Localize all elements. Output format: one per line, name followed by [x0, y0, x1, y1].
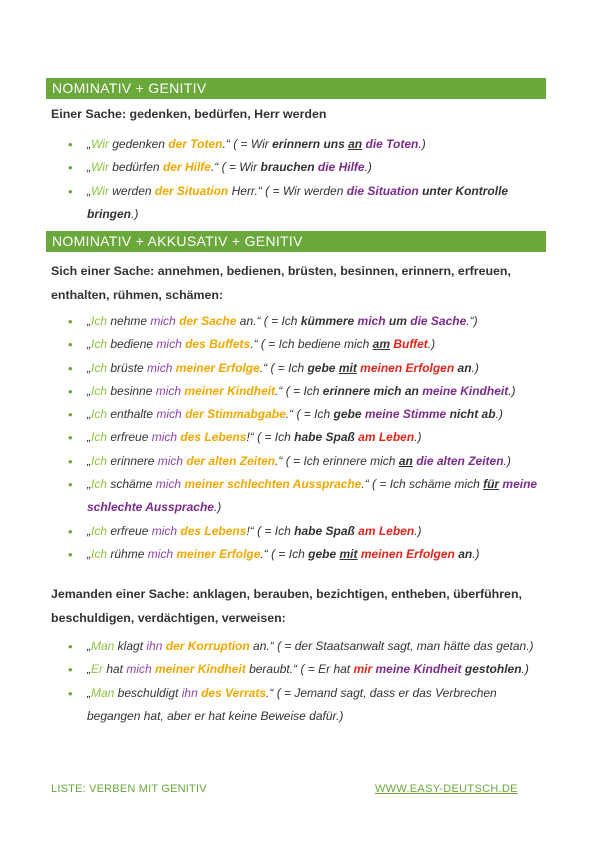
- verb: brüste: [107, 360, 148, 375]
- accusative-object: mich: [156, 407, 182, 422]
- subject-pronoun: Ich: [91, 407, 108, 422]
- example-sentence: [87, 403, 547, 426]
- sentence-end: .“: [260, 546, 268, 561]
- subject-pronoun: Man: [91, 685, 115, 700]
- explanation-text: ( = Ich: [253, 430, 295, 445]
- example-list: [87, 635, 547, 728]
- verb: erinnere: [107, 453, 158, 468]
- footer-title: LISTE: VERBEN MIT GENITIV: [51, 783, 207, 795]
- open-quote: „: [87, 639, 91, 653]
- explanation-underline: für: [483, 477, 500, 492]
- sentence-end: .“: [222, 137, 230, 151]
- subject-pronoun: Ich: [91, 546, 108, 561]
- accusative-object: mich: [157, 453, 184, 468]
- example-list: [87, 310, 547, 566]
- sentence-end: beraubt.“: [245, 662, 298, 677]
- explanation-bold: erinnere mich an: [322, 383, 419, 398]
- example-sentence: [87, 473, 547, 520]
- explanation-text: ( = Er hat: [297, 662, 354, 677]
- verb: schäme: [107, 477, 156, 492]
- explanation-underline: mit: [339, 546, 358, 561]
- subject-pronoun: Wir: [91, 160, 109, 175]
- explanation-text: ( = Ich: [282, 383, 323, 398]
- genitive-object: des Buffets: [185, 337, 251, 352]
- explanation-bold: gestohlen: [464, 662, 522, 677]
- open-quote: „: [87, 360, 91, 375]
- sentence-end: Herr.“: [228, 183, 262, 198]
- explanation-underline: mit: [338, 360, 357, 375]
- genitive-object: meiner Kindheit: [184, 383, 276, 398]
- section-heading: Einer Sache: gedenken, bedürfen, Herr werden: [51, 107, 327, 121]
- explanation-bold: an: [458, 546, 473, 561]
- verb: klagt: [114, 639, 147, 653]
- accusative-object: mich: [147, 546, 174, 561]
- verb: hat: [103, 662, 127, 677]
- verb: gedenken: [108, 137, 169, 151]
- genitive-object: der alten Zeiten: [186, 453, 276, 468]
- explanation-text: .): [495, 407, 503, 422]
- sentence-end: .“: [266, 685, 274, 700]
- open-quote: „: [87, 160, 91, 175]
- explanation-text: ( = Wir: [218, 160, 261, 175]
- explanation-purple: die alten Zeiten: [416, 453, 504, 468]
- open-quote: „: [87, 546, 91, 561]
- subject-pronoun: Ich: [91, 523, 108, 538]
- verb: enthalte: [107, 407, 157, 422]
- example-sentence: [87, 333, 547, 356]
- explanation-purple: meine schlechte Aussprache: [87, 477, 538, 515]
- example-sentence: [87, 380, 547, 403]
- explanation-bold: habe Spaß: [294, 523, 355, 538]
- explanation-text: ( = Wir: [229, 137, 273, 151]
- example-sentence: [87, 543, 547, 566]
- explanation-text: ( = Ich: [293, 407, 334, 422]
- subject-pronoun: Er: [91, 662, 103, 677]
- explanation-bold: gebe: [307, 360, 336, 375]
- explanation-text: ( = Ich: [267, 360, 308, 375]
- explanation-bold: kümmere: [300, 314, 355, 328]
- open-quote: „: [87, 430, 91, 445]
- accusative-object: mich: [151, 430, 178, 445]
- explanation-text: .): [364, 160, 372, 175]
- explanation-purple: meine Kindheit: [422, 383, 509, 398]
- accusative-object: mich: [155, 383, 182, 398]
- verb: erfreue: [107, 523, 152, 538]
- sentence-end: .“: [275, 383, 283, 398]
- explanation-text: .): [471, 360, 479, 375]
- subject-pronoun: Ich: [91, 337, 108, 352]
- explanation-underline: an: [398, 453, 413, 468]
- explanation-red: meinen Erfolgen: [360, 360, 455, 375]
- accusative-object: mich: [147, 360, 173, 375]
- verb: werden: [108, 183, 155, 198]
- explanation-bold: an: [457, 360, 472, 375]
- genitive-object: des Verrats: [201, 685, 267, 700]
- explanation-text: ( = Ich erinnere mich: [282, 453, 399, 468]
- open-quote: „: [87, 477, 91, 492]
- explanation-red: mir: [353, 662, 373, 677]
- example-sentence: [87, 635, 547, 658]
- genitive-object: meiner Erfolge: [175, 360, 260, 375]
- example-sentence: [87, 520, 547, 543]
- subject-pronoun: Wir: [91, 137, 109, 151]
- accusative-object: mich: [151, 523, 178, 538]
- genitive-object: des Lebens: [180, 430, 247, 445]
- sentence-end: .“: [250, 337, 258, 352]
- genitive-object: des Lebens: [180, 523, 247, 538]
- explanation-text: .): [414, 523, 422, 538]
- explanation-text: ( = Wir werden: [261, 183, 347, 198]
- explanation-text: ( = Ich: [267, 546, 309, 561]
- explanation-text: .): [213, 500, 222, 515]
- explanation-text: .): [131, 206, 139, 221]
- sentence-end: .“: [259, 360, 268, 375]
- accusative-object: mich: [155, 477, 182, 492]
- example-sentence: [87, 682, 547, 729]
- genitive-object: meiner Kindheit: [155, 662, 246, 677]
- sentence-end: !“: [246, 523, 254, 538]
- explanation-purple: die Sache: [410, 314, 467, 328]
- subject-pronoun: Ich: [91, 383, 108, 398]
- open-quote: „: [87, 314, 91, 328]
- open-quote: „: [87, 453, 91, 468]
- explanation-text: ( = Ich: [253, 523, 295, 538]
- accusative-object: mich: [156, 337, 182, 352]
- subject-pronoun: Ich: [91, 314, 108, 328]
- subject-pronoun: Ich: [91, 477, 108, 492]
- explanation-red: meinen Erfolgen: [360, 546, 455, 561]
- explanation-purple: mich: [357, 314, 386, 328]
- explanation-text: .): [418, 137, 426, 151]
- genitive-object: der Stimmabgabe: [185, 407, 286, 422]
- verb: bedürfen: [108, 160, 163, 175]
- sentence-end: an.“: [249, 639, 274, 653]
- example-sentence: [87, 310, 547, 333]
- open-quote: „: [87, 662, 91, 677]
- subject-pronoun: Wir: [91, 183, 109, 198]
- verb: nehme: [107, 314, 151, 328]
- explanation-text: .“): [466, 314, 478, 328]
- explanation-bold: nicht ab: [449, 407, 496, 422]
- explanation-underline: am: [372, 337, 390, 352]
- example-sentence: [87, 156, 547, 179]
- subject-pronoun: Ich: [91, 453, 108, 468]
- subject-pronoun: Ich: [91, 430, 108, 445]
- section-heading: Jemanden einer Sache: anklagen, berauben, bezichtigen, entheben, überführen, beschuldigen, verdächtigen, verweisen:: [51, 587, 522, 625]
- explanation-bold: brauchen: [260, 160, 315, 175]
- footer-website-link[interactable]: WWW.EASY-DEUTSCH.DE: [375, 783, 518, 795]
- sentence-end: .“: [210, 160, 219, 175]
- subject-pronoun: Ich: [91, 360, 108, 375]
- open-quote: „: [87, 137, 91, 151]
- explanation-purple: die Hilfe: [317, 160, 365, 175]
- genitive-object: der Sache: [179, 314, 237, 328]
- sentence-end: .“: [361, 477, 369, 492]
- explanation-purple: die Situation: [346, 183, 419, 198]
- section-bar-nominativ-genitiv: NOMINATIV + GENITIV: [46, 78, 546, 99]
- verb: rühme: [107, 546, 148, 561]
- subject-pronoun: Man: [91, 639, 115, 653]
- explanation-purple: die Toten: [365, 137, 419, 151]
- genitive-object: meiner Erfolge: [176, 546, 261, 561]
- accusative-object: ihn: [181, 685, 198, 700]
- explanation-text: .): [503, 453, 511, 468]
- explanation-text: ( = der Staatsanwalt sagt, man hätte das getan.): [273, 639, 534, 653]
- example-sentence: [87, 357, 547, 380]
- explanation-bold: unter Kontrolle bringen: [87, 183, 509, 221]
- explanation-bold: gebe: [308, 546, 337, 561]
- verb: besinne: [107, 383, 156, 398]
- explanation-bold: habe Spaß: [294, 430, 355, 445]
- explanation-red: am Leben: [358, 523, 415, 538]
- genitive-object: der Situation: [154, 183, 229, 198]
- open-quote: „: [87, 337, 91, 352]
- section-bar-nominativ-akkusativ-genitiv: NOMINATIV + AKKUSATIV + GENITIV: [46, 231, 546, 252]
- explanation-text: .): [472, 546, 480, 561]
- explanation-text: .): [508, 383, 516, 398]
- explanation-text: .): [521, 662, 529, 677]
- explanation-text: .): [427, 337, 436, 352]
- explanation-text: ( = Jemand sagt, dass er das Verbrechen begangen hat, aber er hat keine Beweise dafür.): [87, 685, 497, 723]
- example-sentence: [87, 450, 547, 473]
- genitive-object: der Hilfe: [162, 160, 211, 175]
- explanation-red: Buffet: [393, 337, 428, 352]
- explanation-red: am Leben: [358, 430, 415, 445]
- explanation-text: .): [414, 430, 422, 445]
- accusative-object: mich: [150, 314, 176, 328]
- sentence-end: an.“: [236, 314, 261, 328]
- verb: bediene: [107, 337, 157, 352]
- example-sentence: [87, 658, 547, 681]
- verb: beschuldigt: [114, 685, 182, 700]
- explanation-purple: meine Kindheit: [375, 662, 462, 677]
- open-quote: „: [87, 523, 91, 538]
- genitive-object: der Toten: [168, 137, 223, 151]
- explanation-purple: meine Stimme: [364, 407, 447, 422]
- explanation-bold: erinnern uns: [272, 137, 345, 151]
- example-list: [87, 133, 547, 226]
- genitive-object: meiner schlechten Aussprache: [184, 477, 362, 492]
- accusative-object: ihn: [146, 639, 163, 653]
- explanation-underline: an: [348, 137, 363, 151]
- sentence-end: .“: [275, 453, 283, 468]
- explanation-text: ( = Ich: [260, 314, 301, 328]
- open-quote: „: [87, 407, 91, 422]
- open-quote: „: [87, 685, 91, 700]
- sentence-end: !“: [246, 430, 254, 445]
- section-heading: Sich einer Sache: annehmen, bedienen, brüsten, besinnen, erinnern, erfreuen, enthalten, rühmen, schämen:: [51, 264, 511, 302]
- open-quote: „: [87, 383, 91, 398]
- example-sentence: [87, 180, 547, 227]
- explanation-bold: um: [388, 314, 407, 328]
- accusative-object: mich: [126, 662, 152, 677]
- explanation-text: ( = Ich schäme mich: [368, 477, 484, 492]
- verb: erfreue: [107, 430, 152, 445]
- explanation-text: ( = Ich bediene mich: [257, 337, 373, 352]
- sentence-end: .“: [285, 407, 294, 422]
- example-sentence: [87, 426, 547, 449]
- open-quote: „: [87, 183, 91, 198]
- explanation-bold: gebe: [333, 407, 362, 422]
- example-sentence: [87, 133, 547, 156]
- genitive-object: der Korruption: [165, 639, 250, 653]
